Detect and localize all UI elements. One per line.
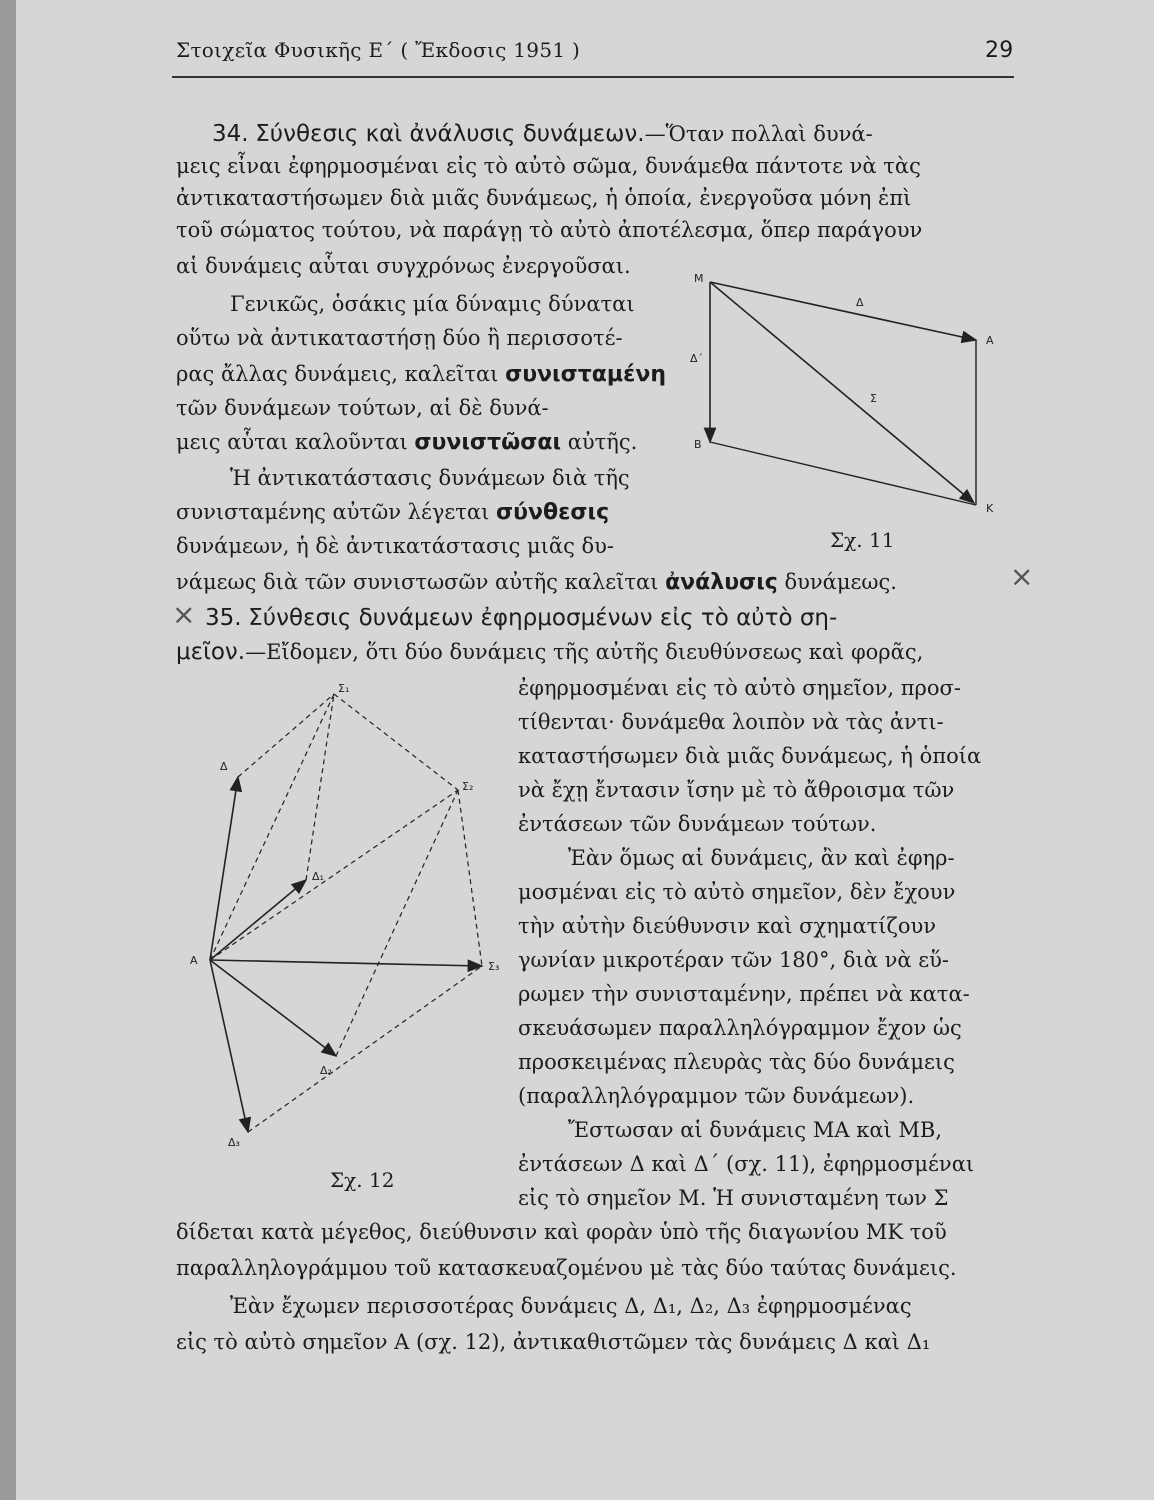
- fig12-label-D: Δ: [220, 760, 228, 773]
- section-35-heading-line-1: [205, 602, 837, 634]
- para-2-line-3: [176, 358, 666, 391]
- fig11-label-D-prime: Δ΄: [690, 352, 704, 365]
- fig11-side-BK: [710, 442, 976, 505]
- figure-11-caption: Σχ. 11: [830, 528, 895, 552]
- figure-12-caption: Σχ. 12: [330, 1168, 395, 1192]
- fig11-label-A: Α: [986, 334, 994, 347]
- fig11-label-S: Σ: [870, 392, 877, 405]
- page-number: 29: [985, 38, 1014, 63]
- section-34-line-3: ἀντικαταστήσωμεν διὰ μιᾶς δυνάμεως, ἡ ὁποία, ἐνεργοῦσα μόνη ἐπὶ: [176, 186, 912, 210]
- fig12-resultant-S3: [210, 960, 482, 966]
- section-35-right-5: ἐντάσεων τῶν δυνάμεων τούτων.: [518, 812, 877, 836]
- para-2-line-5-text: μεις αὗται καλοῦνται: [176, 430, 408, 454]
- section-35-full-1: δίδεται κατὰ μέγεθος, διεύθυνσιν καὶ φορὰν ὑπὸ τῆς διαγωνίου ΜΚ τοῦ: [176, 1220, 947, 1244]
- section-34-line-2: μεις εἶναι ἐφηρμοσμέναι εἰς τὸ αὐτὸ σῶμα, δυνάμεθα πάντοτε νὰ τὰς: [176, 154, 921, 178]
- figure-12: [176, 672, 506, 1152]
- section-34-first-line: [212, 118, 873, 150]
- fig11-label-M: Μ: [694, 272, 704, 285]
- section-35-right-13: (παραλληλόγραμμον τῶν δυνάμεων).: [518, 1084, 915, 1108]
- section-34-line-5: αἱ δυνάμεις αὗται συγχρόνως ἐνεργοῦσαι.: [176, 254, 631, 278]
- fig11-force-MA: [710, 282, 976, 340]
- para-3-line-4: [176, 566, 897, 599]
- section-35-right-9: γωνίαν μικροτέραν τῶν 180°, διὰ νὰ εὕ-: [518, 948, 949, 972]
- section-35-right-4: νὰ ἔχῃ ἔντασιν ἴσην μὲ τὸ ἄθροισμα τῶν: [518, 778, 955, 802]
- fig12-label-D2: Δ₂: [320, 1064, 332, 1077]
- pencil-mark-icon: ⨯: [172, 598, 196, 631]
- fig12-force-D3: [210, 960, 248, 1132]
- para-2-line-4: τῶν δυνάμεων τούτων, αἱ δὲ δυνά-: [176, 396, 549, 420]
- fig11-label-D: Δ: [856, 296, 864, 309]
- fig12-construction-lines: [210, 694, 482, 1132]
- section-35-right-1: ἐφηρμοσμέναι εἰς τὸ αὐτὸ σημεῖον, προσ-: [518, 676, 961, 700]
- para-3-line-1: Ἡ ἀντικατάστασις δυνάμεων διὰ τῆς: [230, 466, 630, 490]
- para-2-line-5-end: αὐτῆς.: [567, 430, 638, 454]
- running-header-title: Στοιχεῖα Φυσικῆς Ε΄ ( Ἔκδοσις 1951 ): [176, 38, 581, 62]
- section-35-right-16: εἰς τὸ σημεῖον Μ. Ἡ συνισταμένη των Σ: [518, 1186, 949, 1210]
- section-35-right-7: μοσμέναι εἰς τὸ αὐτὸ σημεῖον, δὲν ἔχουν: [518, 880, 956, 904]
- section-35-full-3: Ἐὰν ἔχωμεν περισσοτέρας δυνάμεις Δ, Δ₁, Δ₂, Δ₃ ἐφηρμοσμένας: [230, 1294, 912, 1318]
- fig12-force-D1: [210, 880, 306, 960]
- section-35-right-3: καταστήσωμεν διὰ μιᾶς δυνάμεως, ἡ ὁποία: [518, 744, 982, 768]
- header-rule: [172, 76, 1014, 78]
- section-35-right-8: τὴν αὐτὴν διεύθυνσιν καὶ σχηματίζουν: [518, 914, 937, 938]
- section-35-number: 35.: [205, 605, 242, 631]
- para-3-line-3: δυνάμεων, ἡ δὲ ἀντικατάστασις μιᾶς δυ-: [176, 534, 615, 558]
- fig12-force-D2: [210, 960, 336, 1056]
- fig12-label-S2: Σ₂: [462, 780, 474, 793]
- section-34-line-1: —Ὅταν πολλαὶ δυνά-: [644, 122, 873, 146]
- section-35-right-15: ἐντάσεων Δ καὶ Δ΄ (σχ. 11), ἐφηρμοσμέναι: [518, 1152, 975, 1176]
- fig12-label-S3: Σ₃: [488, 960, 500, 973]
- para-3-line-4-end: δυνάμεως.: [784, 570, 897, 594]
- para-3-line-4-text: νάμεως διὰ τῶν συνιστωσῶν αὐτῆς καλεῖται: [176, 570, 659, 594]
- section-35-line-1-text: —Εἴδομεν, ὅτι δύο δυνάμεις τῆς αὐτῆς διευθύνσεως καὶ φορᾶς,: [245, 640, 924, 664]
- section-35-full-2: παραλληλογράμμου τοῦ κατασκευαζομένου μὲ τὰς δύο ταύτας δυνάμεις.: [176, 1256, 957, 1280]
- term-analysis: ἀνάλυσις: [665, 570, 778, 595]
- para-3-line-2: [176, 496, 609, 529]
- section-34-line-4: τοῦ σώματος τούτου, νὰ παράγῃ τὸ αὐτὸ ἀποτέλεσμα, ὅπερ παράγουν: [176, 218, 923, 242]
- section-35-right-10: ρωμεν τὴν συνισταμένην, πρέπει νὰ κατα-: [518, 982, 970, 1006]
- fig12-label-S1: Σ₁: [338, 682, 350, 695]
- fig12-label-D1: Δ₁: [312, 870, 324, 883]
- figure-11: [680, 260, 1010, 560]
- para-2-line-5: [176, 426, 637, 459]
- section-34-heading: Σύνθεσις καὶ ἀνάλυσις δυνάμεων.: [255, 121, 645, 147]
- para-2-line-2: οὕτω νὰ ἀντικαταστήσῃ δύο ἢ περισσοτέ-: [176, 326, 623, 350]
- section-35-right-11: σκευάσωμεν παραλληλόγραμμον ἔχον ὡς: [518, 1016, 962, 1040]
- para-2-line-3-text: ρας ἄλλας δυνάμεις, καλεῖται: [176, 362, 499, 386]
- para-3-line-2-text: συνισταμένης αὐτῶν λέγεται: [176, 500, 490, 524]
- term-synistameni: συνισταμένη: [505, 362, 666, 387]
- section-35-right-6: Ἐὰν ὅμως αἱ δυνάμεις, ἂν καὶ ἐφηρ-: [568, 846, 955, 870]
- term-synthesis: σύνθεσις: [496, 500, 610, 525]
- fig11-label-K: Κ: [986, 502, 994, 515]
- fig12-label-A: Α: [190, 954, 198, 967]
- fig11-label-B: Β: [694, 438, 702, 451]
- fig11-resultant-MK: [710, 282, 974, 503]
- term-synistosai: συνιστῶσαι: [414, 430, 562, 455]
- section-35-full-4: εἰς τὸ αὐτὸ σημεῖον Α (σχ. 12), ἀντικαθιστῶμεν τὰς δυνάμεις Δ καὶ Δ₁: [176, 1330, 931, 1354]
- section-35-heading: Σύνθεσις δυνάμεων ἐφηρμοσμένων εἰς τὸ αὐτὸ ση-: [248, 605, 838, 631]
- section-35-heading-end: μεῖον.: [176, 639, 246, 665]
- fig12-label-D3: Δ₃: [228, 1136, 240, 1149]
- fig12-force-D: [210, 777, 238, 960]
- section-35-right-12: προσκειμένας πλευρὰς τὰς δύο δυνάμεις: [518, 1050, 955, 1074]
- binding-edge: [0, 0, 16, 1500]
- section-35-right-2: τίθενται· δυνάμεθα λοιπὸν νὰ τὰς ἀντι-: [518, 710, 944, 734]
- section-35-right-14: Ἔστωσαν αἱ δυνάμεις ΜΑ καὶ ΜΒ,: [568, 1118, 943, 1142]
- section-35-line-1: [176, 636, 923, 668]
- pencil-mark-icon: ⨯: [1010, 560, 1034, 593]
- para-2-line-1: Γενικῶς, ὁσάκις μία δύναμις δύναται: [230, 292, 635, 316]
- section-34-number: 34.: [212, 121, 249, 147]
